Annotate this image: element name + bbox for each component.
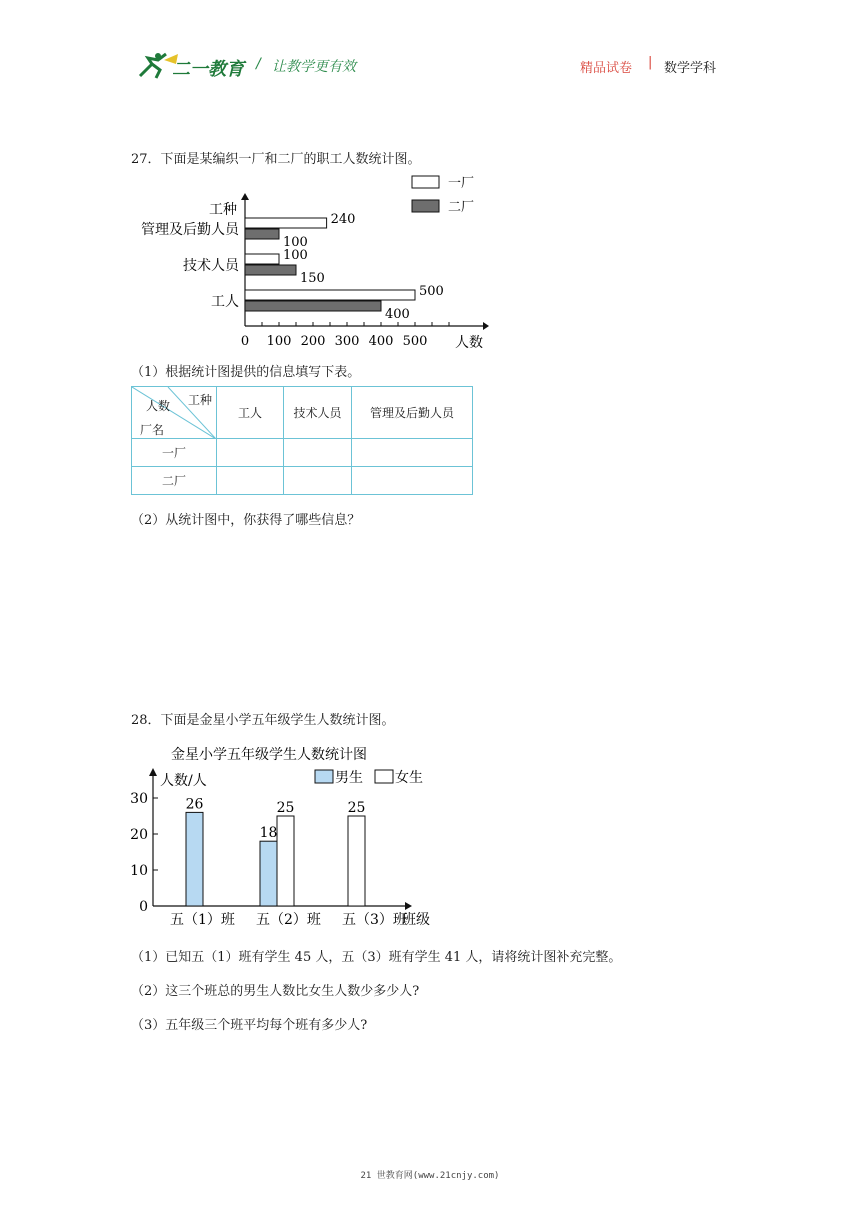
header-divider: | bbox=[648, 55, 653, 70]
x-tick-label: 300 bbox=[334, 334, 360, 349]
table-header-technicians: 技术人员 bbox=[284, 387, 352, 439]
legend-label: 男生 bbox=[335, 770, 363, 786]
legend-label: 女生 bbox=[395, 770, 423, 786]
q28-sub3: （3）五年级三个班平均每个班有多少人? bbox=[131, 1018, 368, 1033]
legend-swatch bbox=[412, 200, 439, 212]
q27-title: 27．下面是某编织一厂和二厂的职工人数统计图。 bbox=[131, 152, 421, 167]
brand-slogan: 让教学更有效 bbox=[272, 59, 356, 75]
table-row-label: 一厂 bbox=[132, 439, 217, 467]
category-label: 五（3）班 bbox=[342, 912, 407, 928]
legend-label: 二厂 bbox=[448, 200, 475, 215]
data-label: 400 bbox=[385, 307, 410, 322]
bar-factory1 bbox=[245, 254, 279, 264]
diagonal-header-cell bbox=[132, 387, 217, 439]
data-label: 25 bbox=[276, 800, 295, 816]
x-tick-label: 500 bbox=[402, 334, 428, 349]
table-header-workers: 工人 bbox=[217, 387, 284, 439]
diag-label-count: 人数 bbox=[146, 399, 171, 413]
x-axis-title: 班级 bbox=[402, 912, 430, 928]
legend-label: 一厂 bbox=[448, 176, 475, 191]
x-tick-label: 0 bbox=[240, 334, 250, 349]
category-label: 技术人员 bbox=[183, 258, 239, 274]
y-tick-label: 20 bbox=[130, 827, 148, 843]
chart-title: 金星小学五年级学生人数统计图 bbox=[171, 747, 367, 763]
x-axis-arrow bbox=[483, 322, 489, 330]
category-label: 工人 bbox=[211, 294, 239, 310]
y-axis-arrow bbox=[149, 768, 157, 776]
bar-girls bbox=[277, 816, 294, 906]
x-axis-arrow bbox=[405, 902, 412, 910]
q27-sub1: （1）根据统计图提供的信息填写下表。 bbox=[131, 365, 361, 380]
q28-sub1: （1）已知五（1）班有学生 45 人，五（3）班有学生 41 人，请将统计图补充完整。 bbox=[131, 950, 622, 965]
category-label: 管理及后勤人员 bbox=[141, 222, 239, 238]
footer-source: 21 世教育网(www.21cnjy.com) bbox=[360, 1171, 500, 1181]
x-tick-label: 100 bbox=[266, 334, 292, 349]
bar-factory2 bbox=[245, 301, 381, 311]
bar-boys bbox=[260, 841, 277, 906]
header-separator: / bbox=[256, 56, 261, 72]
bar-girls bbox=[348, 816, 365, 906]
y-tick-label: 10 bbox=[130, 863, 148, 879]
data-label: 18 bbox=[259, 825, 278, 842]
table-row-label: 二厂 bbox=[132, 467, 217, 495]
brand-name: 二一教育 bbox=[172, 59, 244, 80]
answer-cell[interactable] bbox=[284, 439, 352, 467]
answer-cell[interactable] bbox=[217, 467, 284, 495]
diag-label-factory: 厂名 bbox=[140, 423, 165, 437]
legend-swatch bbox=[375, 770, 393, 783]
q28-bar-chart bbox=[125, 738, 445, 930]
data-label: 100 bbox=[283, 235, 308, 250]
answer-cell[interactable] bbox=[284, 467, 352, 495]
y-tick-label: 0 bbox=[139, 899, 148, 915]
legend-swatch bbox=[315, 770, 333, 783]
bar-factory2 bbox=[245, 265, 296, 275]
data-label: 26 bbox=[185, 796, 204, 813]
header-subject: 数学学科 bbox=[664, 61, 717, 76]
legend-swatch bbox=[412, 176, 439, 188]
data-label: 240 bbox=[330, 212, 356, 227]
answer-cell[interactable] bbox=[352, 467, 473, 495]
y-tick-label: 30 bbox=[130, 791, 148, 807]
q27-bar-chart bbox=[125, 168, 505, 354]
data-label: 25 bbox=[347, 800, 366, 816]
table-header-management: 管理及后勤人员 bbox=[352, 387, 473, 439]
y-axis-title: 工种 bbox=[209, 202, 237, 218]
x-axis-title: 人数 bbox=[455, 335, 483, 351]
y-axis-arrow bbox=[241, 193, 249, 200]
x-tick-label: 400 bbox=[368, 334, 394, 349]
y-axis-title: 人数/人 bbox=[160, 773, 207, 789]
bar-boys bbox=[186, 812, 203, 906]
answer-cell[interactable] bbox=[352, 439, 473, 467]
diag-label-type: 工种 bbox=[188, 393, 213, 407]
bar-factory2 bbox=[245, 229, 279, 239]
data-label: 100 bbox=[283, 248, 308, 263]
x-tick-label: 200 bbox=[300, 334, 326, 349]
data-label: 150 bbox=[300, 271, 325, 286]
data-label: 500 bbox=[419, 284, 444, 299]
header-label: 精品试卷 bbox=[580, 61, 633, 76]
category-label: 五（1）班 bbox=[170, 912, 235, 928]
q27-sub2: （2）从统计图中，你获得了哪些信息？ bbox=[131, 513, 361, 528]
q28-sub2: （2）这三个班总的男生人数比女生人数少多少人? bbox=[131, 984, 420, 999]
q27-fill-table bbox=[131, 386, 473, 495]
answer-cell[interactable] bbox=[217, 439, 284, 467]
bar-factory1 bbox=[245, 218, 327, 228]
q28-title: 28．下面是金星小学五年级学生人数统计图。 bbox=[131, 713, 395, 728]
bar-factory1 bbox=[245, 290, 415, 300]
category-label: 五（2）班 bbox=[256, 912, 321, 928]
